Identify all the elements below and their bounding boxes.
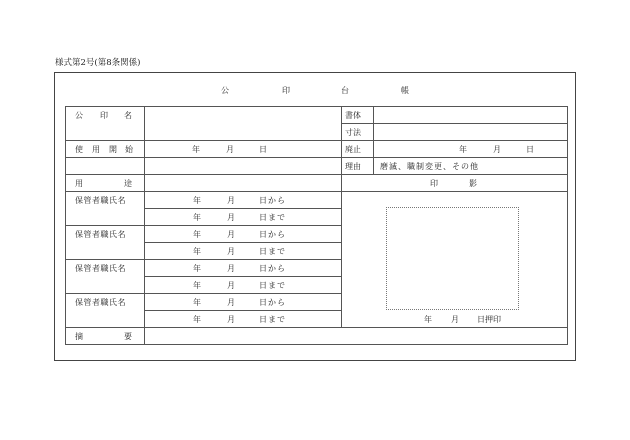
- abolition-day: 日: [526, 145, 534, 154]
- custodian-label: 保管者職氏名: [75, 196, 126, 205]
- seal-name-label-2: 印: [100, 111, 108, 120]
- table-left-border: [65, 106, 66, 344]
- typeface-label: 書体: [345, 111, 361, 120]
- custodian-from-day: 日から: [259, 264, 286, 273]
- start-use-label-3: 開: [109, 145, 117, 154]
- row-divider: [144, 310, 341, 311]
- title-char-1: 公: [221, 86, 229, 95]
- custodian-from-day: 日から: [259, 196, 286, 205]
- reason-value: 磨滅、職制変更、その他: [380, 162, 479, 171]
- custodian-to-year: 年: [193, 247, 201, 256]
- custodian-to-day: 日まで: [259, 247, 286, 256]
- custodian-to-month: 月: [227, 281, 235, 290]
- title-char-3: 台: [341, 86, 349, 95]
- purpose-label-1: 用: [75, 179, 83, 188]
- row-divider: [65, 191, 568, 192]
- custodian-from-month: 月: [227, 298, 235, 307]
- seal-name-label-1: 公: [75, 111, 83, 120]
- custodian-from-month: 月: [227, 196, 235, 205]
- form-number: 様式第2号(第8条関係): [55, 58, 141, 68]
- custodian-from-year: 年: [193, 230, 201, 239]
- custodian-to-year: 年: [193, 281, 201, 290]
- impression-month: 月: [451, 315, 459, 324]
- custodian-from-year: 年: [193, 298, 201, 307]
- custodian-to-day: 日まで: [259, 213, 286, 222]
- abolition-label: 廃止: [345, 145, 361, 154]
- title-char-2: 印: [282, 86, 290, 95]
- size-label: 寸法: [345, 128, 361, 137]
- custodian-from-day: 日から: [259, 230, 286, 239]
- title-char-4: 帳: [401, 86, 409, 95]
- impression-day-sealed: 日押印: [477, 315, 501, 324]
- reason-label: 理由: [345, 162, 361, 171]
- label-column-divider: [144, 106, 145, 344]
- custodian-from-month: 月: [227, 230, 235, 239]
- abolition-month: 月: [493, 145, 501, 154]
- custodian-from-month: 月: [227, 264, 235, 273]
- impression-label-2: 影: [469, 179, 477, 188]
- row-divider: [65, 225, 341, 226]
- custodian-from-year: 年: [193, 264, 201, 273]
- custodian-to-year: 年: [193, 213, 201, 222]
- start-use-label-4: 始: [125, 145, 133, 154]
- row-divider: [65, 140, 568, 141]
- row-divider: [144, 208, 341, 209]
- start-use-year: 年: [192, 145, 200, 154]
- custodian-to-month: 月: [227, 213, 235, 222]
- row-divider: [144, 276, 341, 277]
- abolition-year: 年: [459, 145, 467, 154]
- remarks-label-1: 摘: [75, 332, 83, 341]
- custodian-label: 保管者職氏名: [75, 230, 126, 239]
- row-divider: [65, 259, 341, 260]
- impression-label-1: 印: [430, 179, 438, 188]
- start-use-label-1: 使: [75, 145, 83, 154]
- remarks-label-2: 要: [124, 332, 132, 341]
- seal-name-label-3: 名: [124, 111, 132, 120]
- custodian-to-year: 年: [193, 315, 201, 324]
- row-divider: [144, 242, 341, 243]
- seal-impression-box: [386, 207, 519, 310]
- start-use-day: 日: [259, 145, 267, 154]
- custodian-label: 保管者職氏名: [75, 264, 126, 273]
- row-divider: [65, 327, 568, 328]
- start-use-label-2: 用: [92, 145, 100, 154]
- table-right-border: [567, 106, 568, 344]
- start-use-month: 月: [226, 145, 234, 154]
- row-divider: [65, 157, 568, 158]
- row-divider: [341, 123, 568, 124]
- custodian-label: 保管者職氏名: [75, 298, 126, 307]
- row-divider: [65, 293, 341, 294]
- custodian-from-year: 年: [193, 196, 201, 205]
- small-label-divider: [373, 106, 374, 174]
- purpose-label-2: 途: [124, 179, 132, 188]
- custodian-to-day: 日まで: [259, 315, 286, 324]
- row-divider: [65, 174, 568, 175]
- table-bottom-border: [65, 344, 568, 345]
- middle-column-divider: [341, 106, 342, 327]
- table-top-border: [65, 106, 568, 107]
- impression-year: 年: [424, 315, 432, 324]
- custodian-to-month: 月: [227, 315, 235, 324]
- custodian-to-day: 日まで: [259, 281, 286, 290]
- custodian-to-month: 月: [227, 247, 235, 256]
- custodian-from-day: 日から: [259, 298, 286, 307]
